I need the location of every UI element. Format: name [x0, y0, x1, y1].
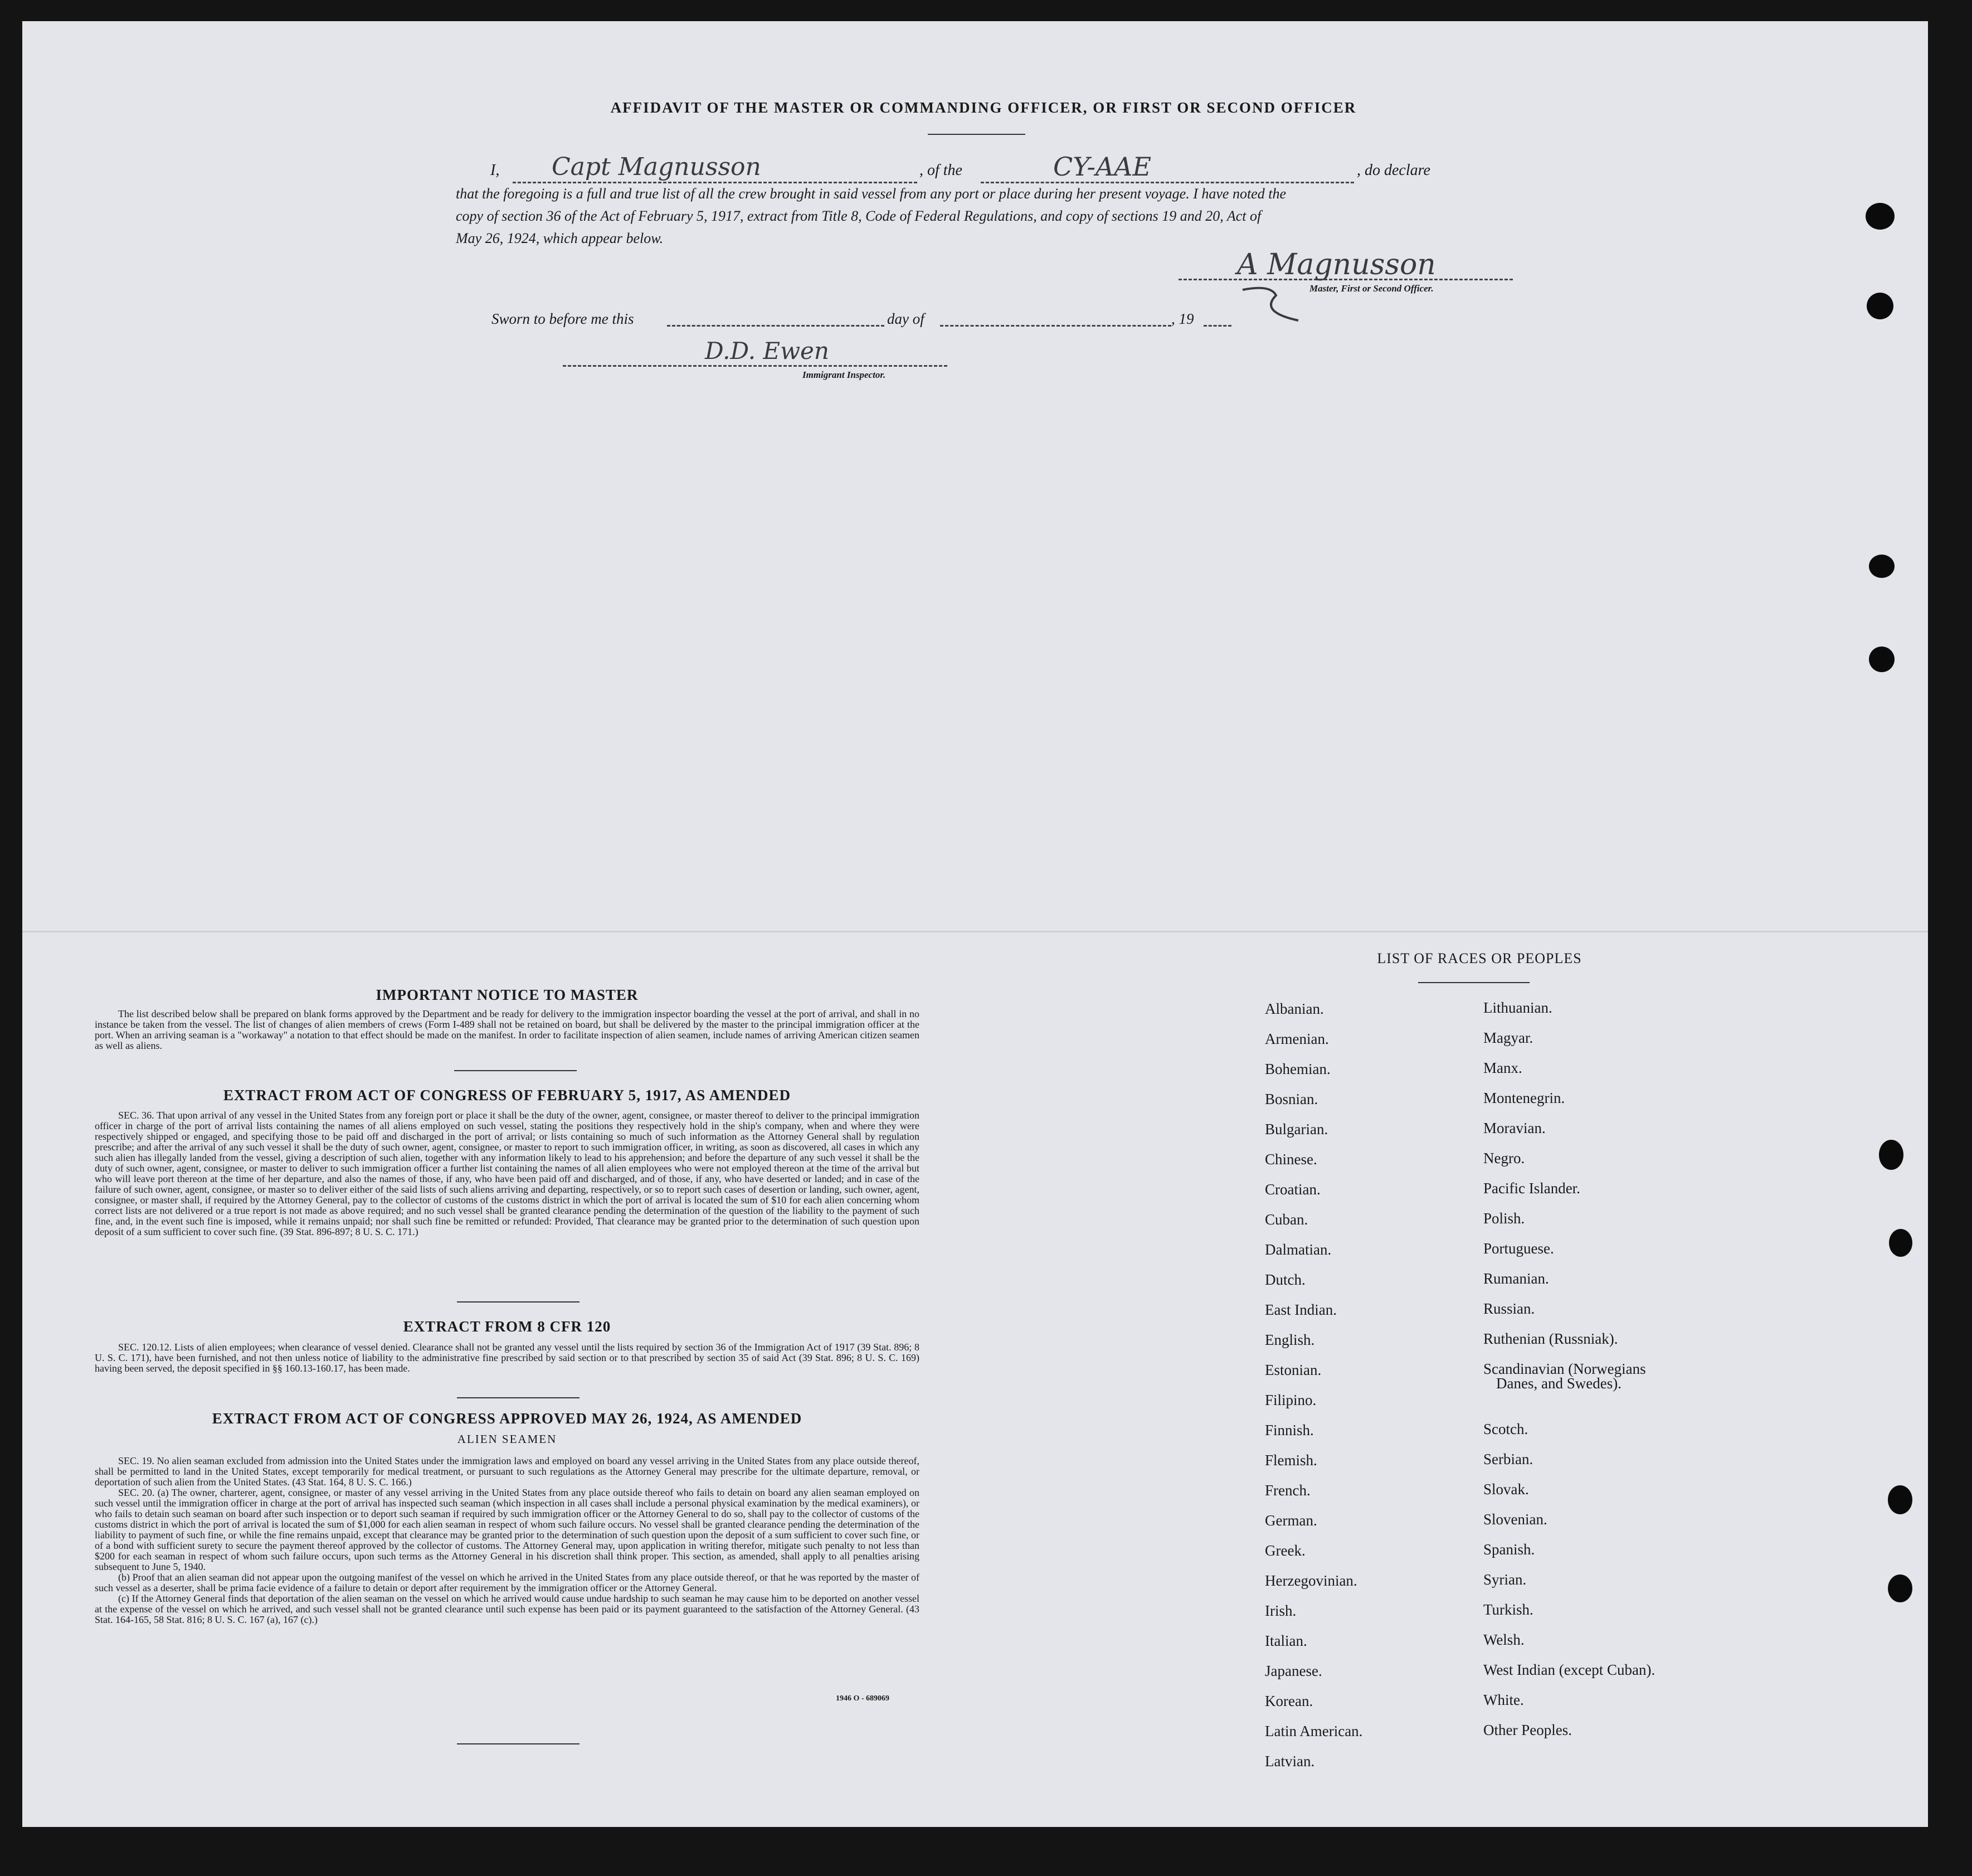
divider — [457, 1743, 580, 1744]
race-right-item: Pacific Islander. — [1483, 1180, 1580, 1197]
race-right-item: Moravian. — [1483, 1120, 1546, 1136]
master-name-handwritten: Capt Magnusson — [552, 153, 761, 181]
inspector-signature: D.D. Ewen — [705, 337, 829, 364]
race-left-item: Filipino. — [1265, 1392, 1317, 1408]
race-right-item: Negro. — [1483, 1150, 1525, 1167]
punch-hole — [1867, 293, 1893, 319]
race-left-item: Bosnian. — [1265, 1091, 1318, 1107]
punch-hole — [1888, 1485, 1912, 1514]
print-code: 1946 O - 689069 — [836, 1694, 890, 1703]
extract-1917-text: SEC. 36. That upon arrival of any vessel in the United States from any foreign port or place it shall be the duty of the owner, agent, consignee, or master thereof to deliver to the principal immigration officer in charge of the port of arrival lists containing the names of all aliens employed on such vessel, stating the positions they respectively hold in the ship's company, when and where they were respectively shipped or engaged, and specifying those to be paid off and discharged in the port of arrival; or lists containing so much of such information as the Attorney General shall by regulation prescribe; and after the arrival of any such vessel it shall be the duty of such owner, agent, consignee, or master to report to such immigration officer, in writing, as soon as discovered, all cases in which any such alien has illegally landed from the vessel, giving a description of such alien, together with any information likely to lead to his apprehension; and before the departure of any such vessel it shall be the duty of such owner, agent, consignee, or master to deliver to such immigration officer a further list containing the names of all alien employees who were not employed thereon at the time of the arrival but who will leave port thereon at the time of her departure, and also the names of those, if any, who have been paid off and discharged, and of those, if any, who have deserted or landed; and in case of the failure of such owner, agent, consignee, or master so to deliver either of the said lists of such aliens arriving and departing, respectively, or so to report such cases of desertion or landing, such owner, agent, consignee, or master shall, if required by the Attorney General, pay to the collector of customs of the customs district in which the port of arrival is located the sum of $10 for each alien concerning whom correct lists are not delivered or a true report is not made as above required; and no such vessel shall be granted clearance pending the determination of the question of the liability to the payment of such fine, and, in the event such fine is imposed, while it remains unpaid; nor shall such fine be remitted or refunded: Provided, That clearance may be granted prior to the determination of such question upon deposit of a sum sufficient to cover such fine. (39 Stat. 896-897; 8 U. S. C. 171.) — [95, 1110, 919, 1237]
race-left-item: Greek. — [1265, 1542, 1306, 1559]
divider — [454, 1070, 577, 1071]
declarant-i: I, — [490, 162, 500, 179]
divider — [457, 1301, 580, 1302]
race-right-item: Other Peoples. — [1483, 1722, 1572, 1738]
of-the-label: , of the — [919, 162, 962, 179]
race-left-item: Cuban. — [1265, 1211, 1308, 1228]
race-right-item: Montenegrin. — [1483, 1090, 1565, 1106]
punch-hole — [1879, 1140, 1903, 1170]
day-of-label: day of — [887, 310, 924, 327]
punch-hole — [1888, 1574, 1912, 1602]
race-right-item: White. — [1483, 1692, 1524, 1708]
extract-1924-text: SEC. 19. No alien seaman excluded from admission into the United States under the immigration laws and employed on board any vessel arriving in the United States from any place outside thereof, shall be permitted to land in the United States, except temporarily for medical treatment, or pursuant to such regulations as the Attorney General may prescribe for the ultimate departure, removal, or deportation of such alien from the United States. (43 Stat. 164, 8 U. S. C. 166.) SEC. 20. (a) The owner, charterer, agent, consignee, or master of any vessel arriving in the United States from any place outside thereof who fails to detain on board any alien seaman employed on such vessel until the immigration officer in charge at the port of arrival has inspected such seaman (which inspection in all cases shall include a personal physical examination by the medical examiners), or who fails to detain such seaman on board after such inspection or to deport such seaman if required by such immigration officer or the Attorney General to do so, shall pay to the collector of customs of the customs district in which the port of arrival is located the sum of $1,000 for each alien seaman in respect of whom such failure occurs. No vessel shall be granted clearance pending the determination of the liability to payment of such fine, or while the fine remains unpaid, except that clearance may be granted prior to the determination of such question upon the deposit of a sum sufficient to cover such fine, or of a bond with sufficient surety to secure the payment thereof approved by the collector of customs. The Attorney General may, upon application in writing therefor, mitigate such penalty to not less than $200 for each seaman in respect of whom such failure occurs, upon such terms as the Attorney General in his discretion shall think proper. This section, as amended, shall apply to all penalties arising subsequent to June 5, 1940. (b) Proof that an alien seaman did not appear upon the outgoing manifest of the vessel on which he arrived in the United States from any place outside thereof, or that he was reported by the master of such vessel as a deserter, shall be prima facie evidence of a failure to detain or deport after requirement by the immigration officer or the Attorney General. (c) If the Attorney General finds that deportation of the alien seaman on the vessel on which he arrived would cause undue hardship to such seaman he may cause him to be deported on another vessel at the expense of the vessel on which he arrived, and such vessel shall not be granted clearance until such expense has been paid or its payment guaranteed to the satisfaction of the Attorney General. (43 Stat. 164-165, 58 Stat. 816; 8 U. S. C. 167 (a), 167 (c).) — [95, 1455, 919, 1625]
extract-1924-subtitle: ALIEN SEAMEN — [457, 1432, 557, 1446]
race-right-item: Syrian. — [1483, 1571, 1527, 1588]
vessel-name-handwritten: CY-AAE — [1053, 152, 1152, 182]
title-underline — [928, 134, 1025, 135]
race-right-item: Spanish. — [1483, 1541, 1535, 1558]
race-left-item: Albanian. — [1265, 1000, 1324, 1017]
master-signature: A Magnusson — [1237, 248, 1436, 281]
punch-hole — [1866, 203, 1895, 230]
punch-hole — [1889, 1229, 1912, 1257]
notice-title: IMPORTANT NOTICE TO MASTER — [376, 986, 639, 1003]
race-left-item: French. — [1265, 1482, 1311, 1499]
race-left-item: Latvian. — [1265, 1753, 1315, 1770]
race-left-item: Japanese. — [1265, 1663, 1322, 1679]
race-right-item: Scandinavian (Norwegians — [1483, 1360, 1646, 1377]
punch-hole — [1869, 647, 1895, 672]
race-left-item: Finnish. — [1265, 1422, 1314, 1438]
affidavit-title: AFFIDAVIT OF THE MASTER OR COMMANDING OFFICER, OR FIRST OR SECOND OFFICER — [610, 99, 1357, 116]
race-right-item: Slovak. — [1483, 1481, 1529, 1498]
race-right-item: Russian. — [1483, 1300, 1535, 1317]
punch-hole — [1869, 555, 1895, 578]
divider — [457, 1397, 580, 1398]
sworn-line — [491, 310, 1272, 333]
race-left-item: East Indian. — [1265, 1301, 1337, 1318]
race-right-item: Lithuanian. — [1483, 999, 1552, 1016]
race-left-item: Croatian. — [1265, 1181, 1321, 1198]
race-left-item: Chinese. — [1265, 1151, 1317, 1168]
race-right-item: Ruthenian (Russniak). — [1483, 1330, 1618, 1347]
races-title: LIST OF RACES OR PEOPLES — [1377, 950, 1582, 966]
race-right-item: Slovenian. — [1483, 1511, 1547, 1528]
race-left-item: Estonian. — [1265, 1362, 1322, 1378]
race-right-item: Rumanian. — [1483, 1270, 1549, 1287]
race-right-item: Scotch. — [1483, 1421, 1528, 1437]
race-left-item: Herzegovinian. — [1265, 1572, 1357, 1589]
race-left-item: Armenian. — [1265, 1031, 1329, 1047]
race-left-item: English. — [1265, 1331, 1315, 1348]
signature-caption: Master, First or Second Officer. — [1309, 283, 1434, 294]
race-right-item: Danes, and Swedes). — [1496, 1375, 1622, 1392]
race-left-item: Dutch. — [1265, 1271, 1306, 1288]
year-label: , 19 — [1171, 310, 1194, 327]
cfr-text: SEC. 120.12. Lists of alien employees; when clearance of vessel denied. Clearance shall not be granted any vessel until the lists required by section 36 of the Immigration Act of 1917 (39 Stat. 896; 8 U. S. C. 171), have been furnished, and not then unless notice of liability to the administrative fine prescribed by said section or to that prescribed by section 35 of said Act (39 Stat. 896; 8 U. S. C. 169) having been served, the deposit specified in §§ 160.13-160.17, has been made. — [95, 1342, 919, 1374]
race-left-item: Korean. — [1265, 1693, 1313, 1709]
race-right-item: Polish. — [1483, 1210, 1525, 1227]
extract-1917-title: EXTRACT FROM ACT OF CONGRESS OF FEBRUARY 5, 1917, AS AMENDED — [223, 1087, 791, 1104]
race-right-item: Magyar. — [1483, 1029, 1533, 1046]
extract-1924-title: EXTRACT FROM ACT OF CONGRESS APPROVED MAY 26, 1924, AS AMENDED — [212, 1410, 802, 1427]
race-left-item: Flemish. — [1265, 1452, 1317, 1469]
declare-label: , do declare — [1357, 162, 1430, 179]
affidavit-body-line: that the foregoing is a full and true list of all the crew brought in said vessel from any port or place during her present voyage. I have noted the — [456, 186, 1286, 202]
affidavit-body-line: May 26, 1924, which appear below. — [456, 230, 664, 246]
sworn-label: Sworn to before me this — [491, 310, 634, 327]
race-right-item: Serbian. — [1483, 1451, 1533, 1467]
races-underline — [1418, 982, 1530, 983]
fold-line — [22, 931, 1928, 932]
declarant-line — [490, 152, 1521, 186]
race-left-item: Bohemian. — [1265, 1061, 1331, 1077]
inspector-caption: Immigrant Inspector. — [802, 370, 886, 380]
race-left-item: Irish. — [1265, 1602, 1297, 1619]
race-left-item: Latin American. — [1265, 1723, 1363, 1739]
race-right-item: Welsh. — [1483, 1631, 1525, 1648]
race-left-item: Dalmatian. — [1265, 1241, 1332, 1258]
race-right-item: Portuguese. — [1483, 1240, 1554, 1257]
race-right-item: Manx. — [1483, 1059, 1522, 1076]
race-right-item: Turkish. — [1483, 1601, 1533, 1618]
cfr-title: EXTRACT FROM 8 CFR 120 — [403, 1318, 611, 1335]
affidavit-body-line: copy of section 36 of the Act of February 5, 1917, extract from Title 8, Code of Federal Regulations, and copy of sections 19 and 20, Act of — [456, 208, 1262, 224]
race-left-item: German. — [1265, 1512, 1317, 1529]
race-left-item: Italian. — [1265, 1632, 1307, 1649]
race-right-item: West Indian (except Cuban). — [1483, 1661, 1655, 1678]
race-left-item: Bulgarian. — [1265, 1121, 1328, 1138]
notice-text: The list described below shall be prepared on blank forms approved by the Department and be ready for delivery to the immigration inspector boarding the vessel at the port of arrival, and shall in no instance be taken from the vessel. The list of changes of alien members of crews (Form I-489 shall not be retained on board, but shall be delivered by the master to the principal immigration officer at the port. When an arriving seaman is a "workaway" a notation to that effect should be made on the manifest. In order to facilitate inspection of alien seamen, include names of arriving American citizen seamen as well as aliens. — [95, 1008, 919, 1051]
